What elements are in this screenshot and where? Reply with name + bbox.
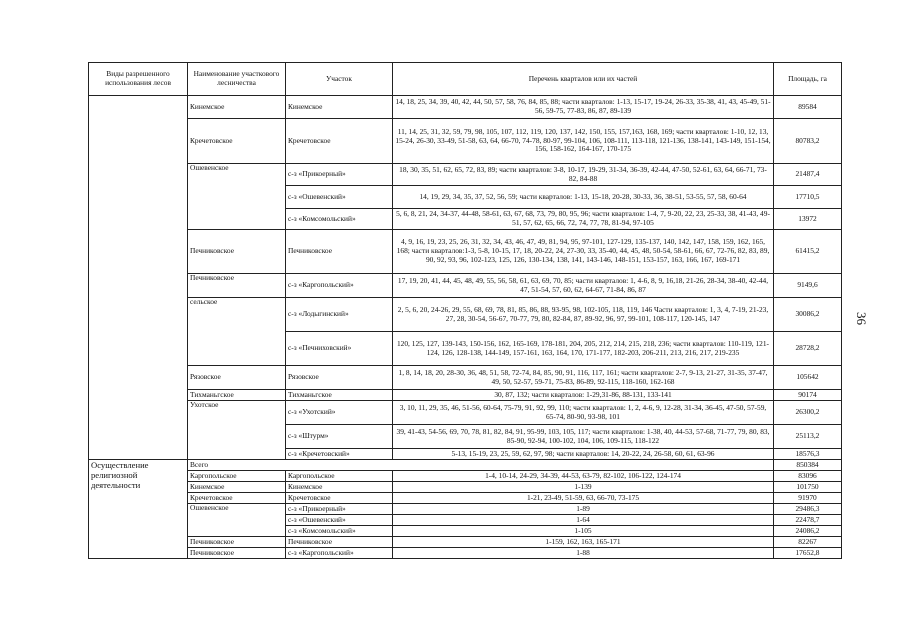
plot-cell: Печниковское [286,537,393,548]
area-cell: 61415,2 [774,230,842,274]
district-cell: Рязовское [188,366,286,390]
table-header-row [89,63,842,96]
district-cell: Ухотское [188,401,286,460]
area-cell: 22478,7 [774,515,842,526]
table-row [89,274,842,298]
quarters-cell: 30, 87, 132; части кварталов: 1-29,31-86, 88-131, 133-141 [393,390,774,401]
area-cell: 82267 [774,537,842,548]
area-cell: 89584 [774,96,842,119]
plot-cell: с-з «Кречетовский» [286,449,393,460]
header-area: Площадь, га [774,63,842,96]
plot-cell: с-з «Прикоерный» [286,164,393,186]
quarters-cell: 120, 125, 127, 139-143, 150-156, 162, 165-169, 178-181, 204, 205, 212, 214, 215, 218, 236; части кварталов: 110-119, 121-124, 126, 128-138, 144-149, 157-161, 163, 164, 170, 171-177, 182-203, 206-211, 213, 216, 217, 219-235 [393,332,774,366]
area-cell: 21487,4 [774,164,842,186]
district-cell: Кречетовское [188,119,286,164]
total-area-cell: 850384 [774,460,842,471]
plot-cell: с-з «Штурм» [286,425,393,449]
quarters-cell: 1-64 [393,515,774,526]
quarters-cell: 4, 9, 16, 19, 23, 25, 26, 31, 32, 34, 43, 46, 47, 49, 81, 94, 95, 97-101, 127-129, 135-137, 140, 142, 147, 158, 159, 162, 165, 168; части кварталов:1-3, 5-8, 10-15, 17, 18, 20-22, 24, 27-30, 33, 35-40, 44, 45, 48, 50-54, 58-61, 66, 67, 72-76, 82, 83, 89, 90, 92, 93, 96, 102-123, 125, 126, 130-134, 138, 141, 143-146, 148-151, 153-157, 163, 166, 167, 169-171 [393,230,774,274]
plot-cell: с-з «Лодыгинский» [286,298,393,332]
plot-cell: с-з «Ухотский» [286,401,393,425]
quarters-cell: 2, 5, 6, 20, 24-26, 29, 55, 68, 69, 78, 81, 85, 86, 88, 93-95, 98, 102-105, 118, 119, 146 Части кварталов: 1, 3, 4, 7-19, 21-23, 27, 28, 30-54, 56-67, 70-77, 79, 80, 82-84, 87, 89-92, 96, 97, 99-101, 108-117, 120-145, 147 [393,298,774,332]
area-cell: 13972 [774,209,842,230]
district-cell: Кинемское [188,96,286,119]
plot-cell: Кречетовское [286,493,393,504]
district-cell: Печниковское [188,230,286,274]
area-cell: 25113,2 [774,425,842,449]
plot-cell: Кречетовское [286,119,393,164]
plot-cell: Печниковское [286,230,393,274]
table-row [89,96,842,119]
header-plot: Участок [286,63,393,96]
plot-cell: с-з «Ошевенский» [286,186,393,209]
plot-cell: с-з «Каргопольский» [286,548,393,559]
area-cell: 105642 [774,366,842,390]
quarters-cell: 39, 41-43, 54-56, 69, 70, 78, 81, 82, 84, 91, 95-99, 103, 105, 117; части кварталов: 1-38, 40, 44-53, 57-68, 71-77, 79, 80, 83, 85-90, 92-94, 100-102, 104, 106, 109-115, 118-122 [393,425,774,449]
district-cell: Ошевенское [188,164,286,230]
area-cell: 17710,5 [774,186,842,209]
district-cell: сельское [188,298,286,366]
plot-cell: Кинемское [286,482,393,493]
area-cell: 90174 [774,390,842,401]
quarters-cell: 1-88 [393,548,774,559]
table-row [89,504,842,515]
area-cell: 101750 [774,482,842,493]
header-kind: Виды разрешенного использования лесов [89,63,188,96]
area-cell: 28728,2 [774,332,842,366]
quarters-cell: 1, 8, 14, 18, 20, 28-30, 36, 48, 51, 58, 72-74, 84, 85, 90, 91, 116, 117, 161; части кварталов: 2-7, 9-13, 21-27, 31-35, 37-47, 49, 50, 52-57, 59-71, 75-83, 86-89, 92-115, 118-160, 162-168 [393,366,774,390]
quarters-cell: 3, 10, 11, 29, 35, 46, 51-56, 60-64, 75-79, 91, 92, 99, 110; части кварталов: 1, 2, 4-6, 9, 12-28, 31-34, 36-45, 47-50, 57-59, 65-74, 80-90, 93-98, 101 [393,401,774,425]
district-cell: Кинемское [188,482,286,493]
area-cell: 80783,2 [774,119,842,164]
district-cell: Печниковское [188,537,286,548]
area-cell: 17652,8 [774,548,842,559]
area-cell: 83096 [774,471,842,482]
table-row [89,537,842,548]
forest-use-table [88,62,842,559]
area-cell: 9149,6 [774,274,842,298]
table-row [89,230,842,274]
table-row [89,482,842,493]
quarters-cell: 11, 14, 25, 31, 32, 59, 79, 98, 105, 107, 112, 119, 120, 137, 142, 150, 155, 157,163, 168, 169; части кварталов: 1-10, 12, 13, 15-24, 26-30, 33-49, 51-58, 63, 64, 66-70, 74-78, 80-97, 99-104, 106, 108-111, 113-118, 121-136, 138-141, 143-149, 151-154, 156, 158-162, 164-167, 170-175 [393,119,774,164]
table-row [89,548,842,559]
plot-cell: с-з «Каргопольский» [286,274,393,298]
plot-cell: Кинемское [286,96,393,119]
quarters-cell: 17, 19, 20, 41, 44, 45, 48, 49, 55, 56, 58, 61, 63, 69, 70, 85; части кварталов: 1, 4-6, 8, 9, 16,18, 21-26, 28-34, 38-40, 42-44, 47, 51-54, 57, 60, 62, 64-67, 71-84, 86, 87 [393,274,774,298]
table-row [89,366,842,390]
area-cell: 24086,2 [774,526,842,537]
quarters-cell: 5-13, 15-19, 23, 25, 59, 62, 97, 98; части кварталов: 14, 20-22, 24, 26-58, 60, 61, 63-96 [393,449,774,460]
plot-cell: с-з «Комсомольский» [286,209,393,230]
plot-cell: с-з «Комсомольский» [286,526,393,537]
quarters-cell: 14, 18, 25, 34, 39, 40, 42, 44, 50, 57, 58, 76, 84, 85, 88; части кварталов: 1-13, 15-17, 19-24, 26-33, 35-38, 41, 43, 45-49, 51-56, 59-75, 77-83, 86, 87, 89-139 [393,96,774,119]
quarters-cell: 1-139 [393,482,774,493]
district-cell: Печниковское [188,274,286,298]
header-district: Наименование участкового лесничества [188,63,286,96]
table-row [89,460,842,471]
table-row [89,164,842,186]
district-cell: Тихманьгское [188,390,286,401]
plot-cell: Каргопольское [286,471,393,482]
table-row [89,493,842,504]
quarters-cell: 5, 6, 8, 21, 24, 34-37, 44-48, 58-61, 63, 67, 68, 73, 79, 80, 95, 96; части кварталов: 1-4, 7, 9-20, 22, 23, 25-33, 38, 41-43, 49-51, 57, 62, 65, 66, 72, 74, 77, 78, 81-94, 97-105 [393,209,774,230]
quarters-cell: 1-21, 23-49, 51-59, 63, 66-70, 73-175 [393,493,774,504]
plot-cell: с-з «Печниховский» [286,332,393,366]
area-cell: 91970 [774,493,842,504]
district-cell: Каргопольское [188,471,286,482]
plot-cell: с-з «Прикоерный» [286,504,393,515]
kind-cell-religious: Осуществление религиозной деятельности [89,460,188,559]
page-number: 36 [854,312,869,325]
kind-cell-empty [89,96,188,460]
quarters-cell: 1-4, 10-14, 24-29, 34-39, 44-53, 63-79, 82-102, 106-122, 124-174 [393,471,774,482]
table-row [89,298,842,332]
district-cell: Ошевенское [188,504,286,537]
table-row [89,471,842,482]
district-cell: Печниковское [188,548,286,559]
table-row [89,119,842,164]
area-cell: 26300,2 [774,401,842,425]
quarters-cell: 1-105 [393,526,774,537]
plot-cell: Рязовское [286,366,393,390]
table-row [89,390,842,401]
area-cell: 29486,3 [774,504,842,515]
plot-cell: Тихманьгское [286,390,393,401]
header-quarters: Перечень кварталов или их частей [393,63,774,96]
quarters-cell: 14, 19, 29, 34, 35, 37, 52, 56, 59; части кварталов: 1-13, 15-18, 20-28, 30-33, 36, 38-51, 53-55, 57, 58, 60-64 [393,186,774,209]
total-label-cell: Всего [188,460,774,471]
quarters-cell: 18, 30, 35, 51, 62, 65, 72, 83, 89; части кварталов: 3-8, 10-17, 19-29, 31-34, 36-39, 42-44, 47-50, 52-61, 63, 64, 66-71, 73-82, 84-88 [393,164,774,186]
area-cell: 30086,2 [774,298,842,332]
district-cell: Кречетовское [188,493,286,504]
quarters-cell: 1-89 [393,504,774,515]
area-cell: 18576,3 [774,449,842,460]
plot-cell: с-з «Ошевенский» [286,515,393,526]
quarters-cell: 1-159, 162, 163, 165-171 [393,537,774,548]
table-row [89,401,842,425]
